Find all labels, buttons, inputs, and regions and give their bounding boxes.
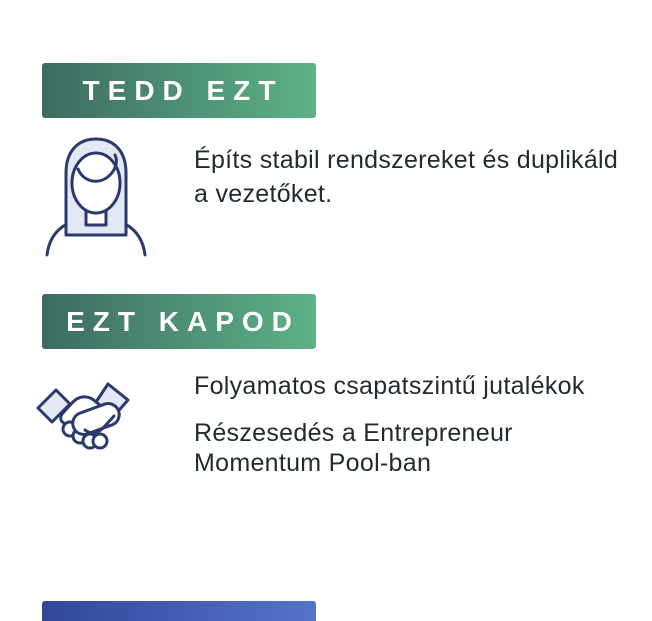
benefit-item: Folyamatos csapatszintű jutalékok [194,372,585,400]
woman-avatar-icon [44,131,148,257]
section-items [194,371,652,478]
section-header-ezt-kapod [42,294,316,349]
handshake-icon [36,376,146,462]
section-header-tedd-ezt [42,63,316,118]
section-body-text: Építs stabil rendszereket és duplikáld a vezetőket. [194,146,619,208]
section-header-label: TEDD EZT [82,74,284,106]
partial-bottom-banner [42,601,316,621]
benefit-item: Részesedés a Entrepreneur Momentum Pool-ban [194,419,513,477]
section-header-label: EZT KAPOD [66,305,300,337]
